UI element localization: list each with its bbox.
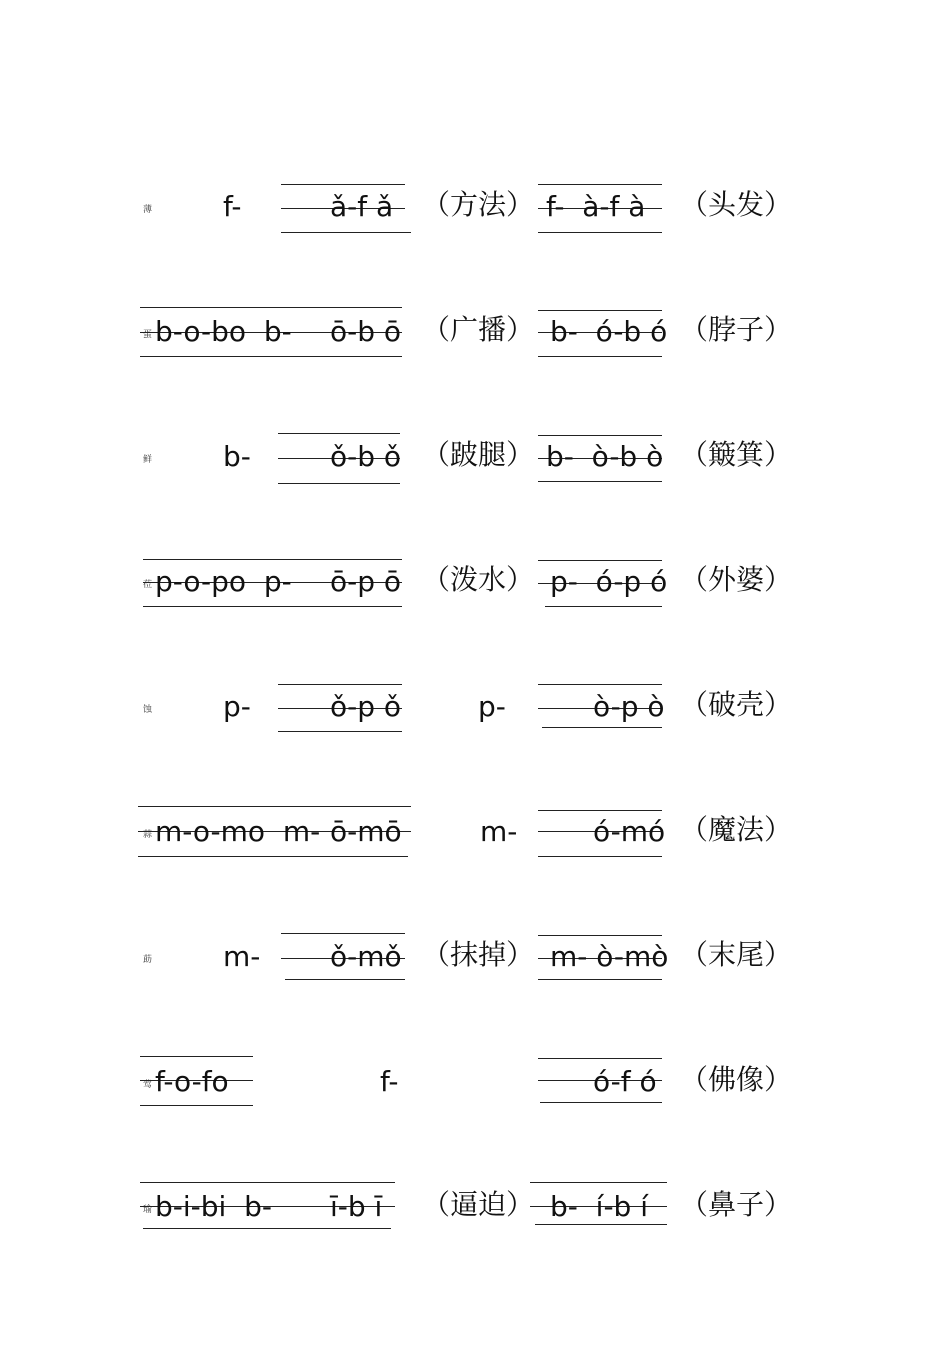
pinyin-syllable: ī-b ī bbox=[330, 1190, 383, 1223]
writing-line bbox=[538, 684, 662, 685]
writing-line bbox=[538, 856, 662, 857]
pinyin-initial: f- bbox=[223, 190, 242, 223]
writing-line bbox=[530, 1182, 667, 1183]
pinyin-syllable: b- í-b í bbox=[550, 1190, 649, 1223]
chinese-word: （泼水） bbox=[422, 563, 535, 596]
pinyin-syllable: b- ó-b ó bbox=[550, 315, 668, 348]
writing-line bbox=[545, 606, 662, 607]
pinyin-initial: f- bbox=[380, 1065, 399, 1098]
margin-mark: 蒜 bbox=[143, 830, 153, 840]
chinese-word: （佛像） bbox=[680, 1063, 793, 1096]
writing-line bbox=[281, 933, 405, 934]
margin-mark: 鲜 bbox=[143, 455, 153, 465]
writing-line bbox=[538, 560, 662, 561]
chinese-word: （方法） bbox=[422, 188, 535, 221]
margin-mark: 蚀 bbox=[143, 705, 153, 715]
writing-line bbox=[140, 307, 402, 308]
pinyin-syllable: ǎ-f ǎ bbox=[330, 190, 394, 223]
writing-line bbox=[538, 979, 662, 980]
chinese-word: （逼迫） bbox=[422, 1188, 535, 1221]
pinyin-initial: m- bbox=[223, 940, 261, 973]
writing-line bbox=[143, 559, 402, 560]
pinyin-syllable: p- ó-p ó bbox=[550, 565, 668, 598]
margin-mark: 蛋 bbox=[143, 330, 153, 340]
chinese-word: （脖子） bbox=[680, 313, 793, 346]
writing-line bbox=[278, 684, 402, 685]
pinyin-syllable: b-i-bi b- bbox=[155, 1190, 272, 1223]
chinese-word: （外婆） bbox=[680, 563, 793, 596]
writing-line bbox=[143, 606, 402, 607]
writing-line bbox=[538, 356, 662, 357]
pinyin-syllable: b- ò-b ò bbox=[546, 440, 664, 473]
writing-line bbox=[140, 1056, 253, 1057]
pinyin-syllable: p-o-po p- bbox=[155, 565, 292, 598]
chinese-word: （跛腿） bbox=[422, 438, 535, 471]
pinyin-initial: m- bbox=[480, 815, 518, 848]
writing-line bbox=[538, 481, 662, 482]
writing-line bbox=[281, 184, 405, 185]
chinese-word: （簸箕） bbox=[680, 438, 793, 471]
writing-line bbox=[535, 1224, 667, 1225]
writing-line bbox=[538, 1058, 662, 1059]
pinyin-initial: p- bbox=[478, 690, 506, 723]
pinyin-syllable: m- ò-mò bbox=[550, 940, 669, 973]
chinese-word: （鼻子） bbox=[680, 1188, 793, 1221]
pinyin-syllable: ó-f ó bbox=[593, 1065, 657, 1098]
margin-mark: 薄 bbox=[143, 205, 153, 215]
writing-line bbox=[278, 483, 400, 484]
chinese-word: （抹掉） bbox=[422, 938, 535, 971]
chinese-word: （末尾） bbox=[680, 938, 793, 971]
chinese-word: （头发） bbox=[680, 188, 793, 221]
chinese-word: （破壳） bbox=[680, 688, 793, 721]
writing-line bbox=[538, 935, 662, 936]
writing-line bbox=[140, 356, 402, 357]
pinyin-syllable: ō-b ō bbox=[330, 315, 402, 348]
chinese-word: （魔法） bbox=[680, 813, 793, 846]
pinyin-syllable: ǒ-b ǒ bbox=[330, 440, 402, 473]
writing-line bbox=[140, 1182, 395, 1183]
margin-mark: 莺 bbox=[143, 1080, 153, 1090]
pinyin-initial: p- bbox=[223, 690, 251, 723]
writing-line bbox=[278, 433, 400, 434]
chinese-word: （广播） bbox=[422, 313, 535, 346]
writing-line bbox=[138, 806, 411, 807]
pinyin-initial: b- bbox=[223, 440, 251, 473]
writing-line bbox=[143, 1228, 391, 1229]
pinyin-syllable: ō-p ō bbox=[330, 565, 402, 598]
pinyin-syllable: ǒ-p ǒ bbox=[330, 690, 402, 723]
writing-line bbox=[285, 979, 405, 980]
pinyin-syllable: f- à-f à bbox=[546, 190, 646, 223]
writing-line bbox=[538, 232, 662, 233]
pinyin-syllable: b-o-bo b- bbox=[155, 315, 292, 348]
writing-line bbox=[542, 727, 662, 728]
writing-line bbox=[538, 310, 662, 311]
pinyin-syllable: m-o-mo m- bbox=[155, 815, 321, 848]
margin-mark: 瑜 bbox=[143, 1205, 153, 1215]
writing-line bbox=[540, 1102, 662, 1103]
pinyin-syllable: ǒ-mǒ bbox=[330, 940, 402, 973]
writing-line bbox=[281, 232, 411, 233]
writing-line bbox=[538, 810, 662, 811]
pinyin-syllable: ō-mō bbox=[330, 815, 402, 848]
pinyin-syllable: ò-p ò bbox=[593, 690, 665, 723]
pinyin-syllable: f-o-fo bbox=[155, 1065, 229, 1098]
margin-mark: 莅 bbox=[143, 580, 153, 590]
writing-line bbox=[538, 435, 662, 436]
writing-line bbox=[538, 184, 662, 185]
writing-line bbox=[138, 856, 408, 857]
writing-line bbox=[140, 1105, 253, 1106]
pinyin-syllable: ó-mó bbox=[593, 815, 666, 848]
writing-line bbox=[278, 731, 402, 732]
margin-mark: 莇 bbox=[143, 955, 153, 965]
